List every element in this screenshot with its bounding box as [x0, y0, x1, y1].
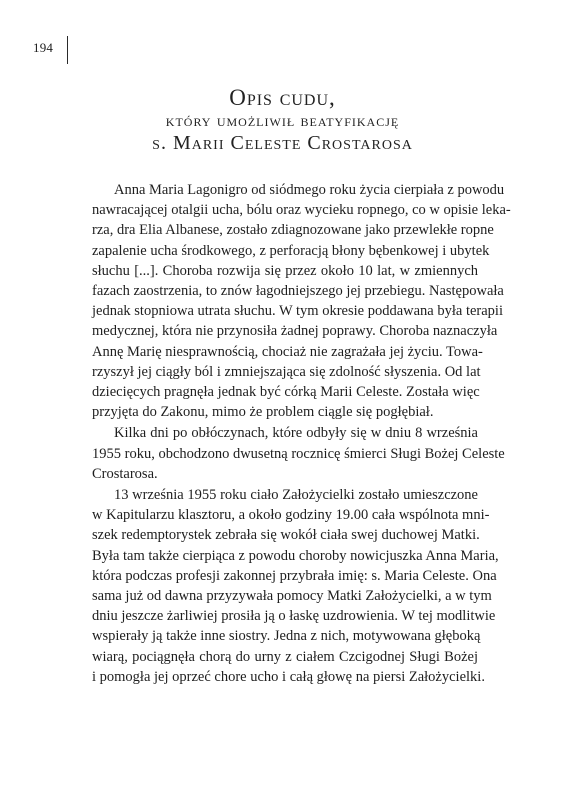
- paragraph: [92, 423, 505, 484]
- text-line: która podczas profesji zakonnej przybrała imię: s. Maria Celeste. Ona: [92, 567, 497, 584]
- text-line: dziecięcych pragnęła jednak być córką Marii Celeste. Została więc: [92, 384, 480, 401]
- text-line: szek redemptorystek zebrała się wokół ciała swej duchowej Matki.: [92, 527, 480, 544]
- text-line: wiarą, pociągnęła chorą do urny z ciałem Czcigodnej Sługi Bożej: [92, 648, 478, 665]
- text-line: fazach zaostrzenia, to znów łagodniejszego jej przebiegu. Następowała: [92, 283, 504, 300]
- text-line: Annę Marię niesprawnością, chociaż nie zagrażała jej życiu. Towa-: [92, 343, 483, 360]
- text-line: dniu jeszcze żarliwiej prosiła ją o łaskę uzdrowienia. W tej modlitwie: [92, 608, 496, 625]
- page-header: [0, 36, 565, 66]
- chapter-title-line-3: s. Marii Celeste Crostarosa: [152, 132, 413, 154]
- text-line: sama już od dawna przyzywała pomocy Matki Założycielki, a w tym: [92, 588, 492, 605]
- page-number: 194: [33, 40, 54, 55]
- header-rule: [67, 36, 68, 64]
- text-line: 13 września 1955 roku ciało Założycielki zostało umieszczone: [114, 487, 478, 504]
- text-line: i pomogła jej oprzeć chore ucho i całą głowę na piersi Założycielki.: [92, 668, 485, 685]
- text-line: nawracającej otalgii ucha, bólu oraz wycieku ropnego, co w opisie leka-: [92, 202, 511, 219]
- text-line: jednak stopniowa utrata słuchu. W tym okresie poddawana była terapii: [92, 303, 503, 320]
- text-line: Crostarosa.: [92, 465, 158, 482]
- text-line: w Kapitularzu klasztoru, a około godziny 19.00 cała wspólnota mni-: [92, 507, 490, 524]
- text-line: Była tam także cierpiąca z powodu choroby nowicjuszka Anna Maria,: [92, 547, 499, 564]
- chapter-title: [0, 86, 565, 155]
- text-line: wspierały ją także inne siostry. Jedna z nich, motywowana głęboką: [92, 628, 481, 645]
- text-line: zapalenie ucha środkowego, z perforacją błony bębenkowej i ubytek: [92, 242, 490, 259]
- text-line: Kilka dni po obłóczynach, które odbyły się w dniu 8 września: [114, 425, 478, 442]
- text-line: medycznej, która nie przynosiła żadnej poprawy. Choroba naznaczyła: [92, 323, 498, 340]
- text-line: rza, dra Elia Albanese, zostało zdiagnozowane jako przewlekłe ropne: [92, 222, 494, 239]
- text-line: Anna Maria Lagonigro od siódmego roku życia cierpiała z powodu: [114, 182, 505, 198]
- chapter-title-line-1: Opis cudu,: [229, 85, 336, 110]
- paragraph: [92, 485, 499, 687]
- text-line: rzyszył jej ciągły ból i zmniejszająca się zdolność słyszenia. Od lat: [92, 363, 481, 380]
- text-line: słuchu [...]. Choroba rozwija się przez około 10 lat, w zmiennych: [92, 262, 478, 279]
- body-text: [92, 180, 511, 687]
- paragraph: [92, 180, 511, 422]
- text-line: przyjęta do Zakonu, mimo że problem ciągle się pogłębiał.: [92, 404, 434, 421]
- text-line: 1955 roku, obchodzono dwusetną rocznicę śmierci Sługi Bożej Celeste: [92, 445, 505, 462]
- chapter-title-line-2: który umożliwił beatyfikację: [165, 110, 400, 130]
